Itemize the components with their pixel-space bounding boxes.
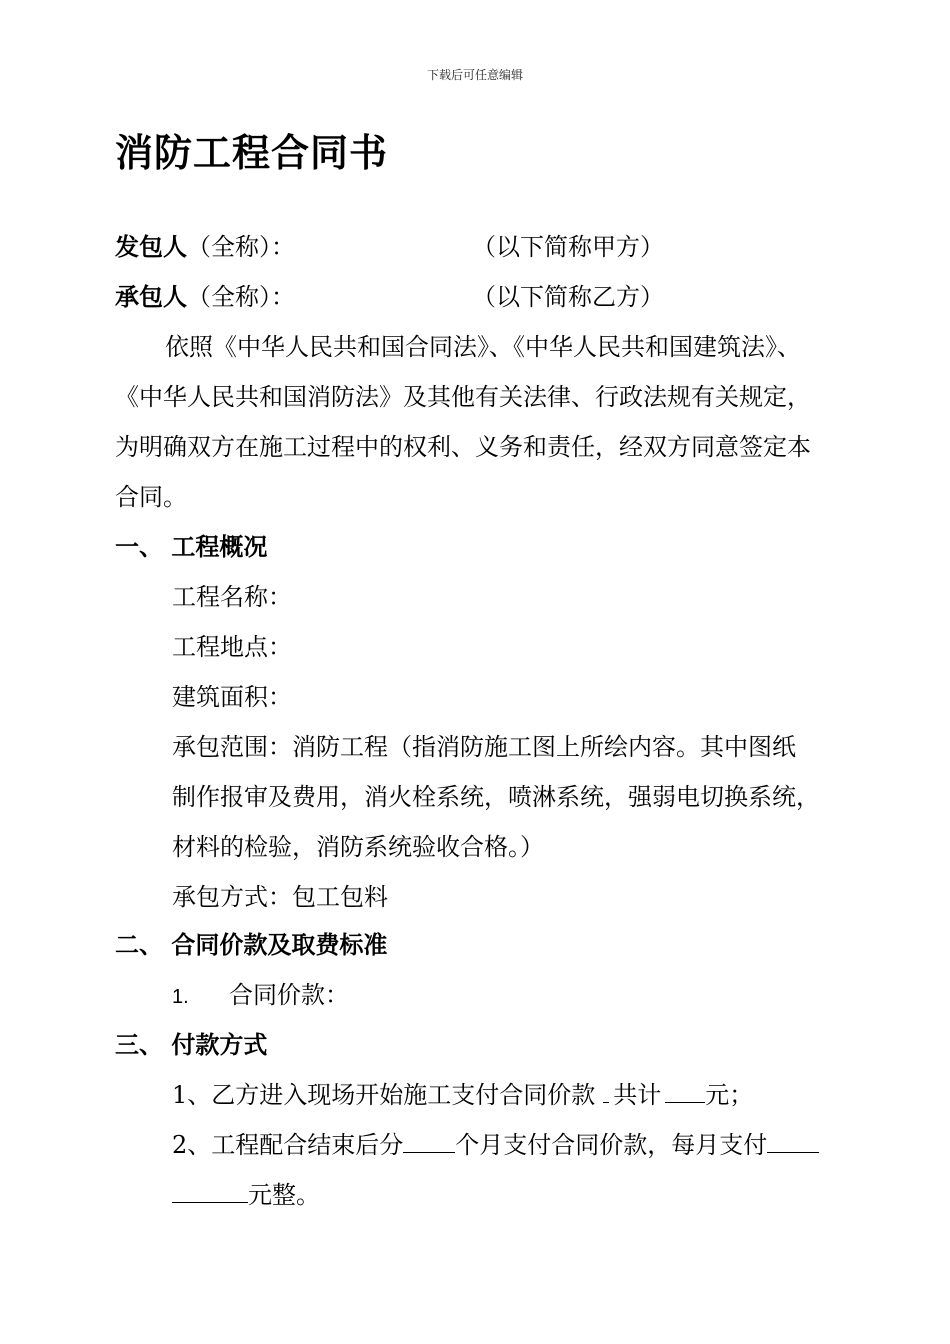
payment-item-1-text-b: 共计 xyxy=(613,1081,662,1109)
intro-line-3: 为明确双方在施工过程中的权利、义务和责任，经双方同意签定本 xyxy=(115,433,811,461)
project-name-line: 工程名称： xyxy=(172,583,292,611)
contract-price-item xyxy=(172,980,349,1012)
section-heading-2: 二、 合同价款及取费标准 xyxy=(115,931,388,959)
employer-note: （以下简称甲方） xyxy=(472,233,664,261)
employer-suffix: （全称）： xyxy=(187,233,295,261)
intro-line-1: 依照《中华人民共和国合同法》、《中华人民共和国建筑法》、 xyxy=(165,333,801,361)
payment-item-1-text-a: 1、乙方进入现场开始施工支付合同价款 xyxy=(172,1081,596,1109)
blank-field xyxy=(665,1080,705,1103)
payment-item-1-text-c: 元； xyxy=(705,1081,754,1109)
contract-method-line: 承包方式：包工包料 xyxy=(172,883,388,911)
building-area-line: 建筑面积： xyxy=(172,683,292,711)
employer-label: 发包人 xyxy=(115,233,187,261)
section-heading-3: 三、 付款方式 xyxy=(115,1031,268,1059)
blank-field xyxy=(403,1130,455,1153)
item-number: 1. xyxy=(172,986,189,1008)
project-location-line: 工程地点： xyxy=(172,633,292,661)
contractor-label: 承包人 xyxy=(115,283,187,311)
intro-line-2: 《中华人民共和国消防法》及其他有关法律、行政法规有关规定， xyxy=(115,383,811,411)
payment-item-2-text-a: 2、工程配合结束后分 xyxy=(172,1131,404,1159)
intro-line-4: 合同。 xyxy=(115,483,187,511)
scope-line-1: 承包范围：消防工程（指消防施工图上所绘内容。其中图纸 xyxy=(172,733,796,761)
blank-field xyxy=(767,1130,819,1153)
blank-field xyxy=(603,1080,609,1103)
payment-item-2-text-b: 个月支付合同价款，每月支付 xyxy=(455,1131,768,1159)
payment-item-2 xyxy=(172,1130,819,1160)
blank-field xyxy=(172,1180,248,1203)
scope-line-2: 制作报审及费用，消火栓系统，喷淋系统，强弱电切换系统， xyxy=(172,783,820,811)
contractor-suffix: （全称）： xyxy=(187,283,295,311)
section-heading-1: 一、 工程概况 xyxy=(115,533,268,561)
document-title: 消防工程合同书 xyxy=(115,131,389,175)
contractor-line xyxy=(115,282,664,312)
payment-item-1 xyxy=(172,1080,753,1110)
payment-item-2-text-c: 元整。 xyxy=(248,1181,320,1209)
employer-line xyxy=(115,232,664,262)
payment-item-2-cont xyxy=(172,1180,320,1210)
scope-line-3: 材料的检验，消防系统验收合格。） xyxy=(172,833,544,861)
contractor-note: （以下简称乙方） xyxy=(472,283,664,311)
page-header: 下载后可任意编辑 xyxy=(426,68,523,82)
contract-price-label: 合同价款： xyxy=(229,981,349,1009)
